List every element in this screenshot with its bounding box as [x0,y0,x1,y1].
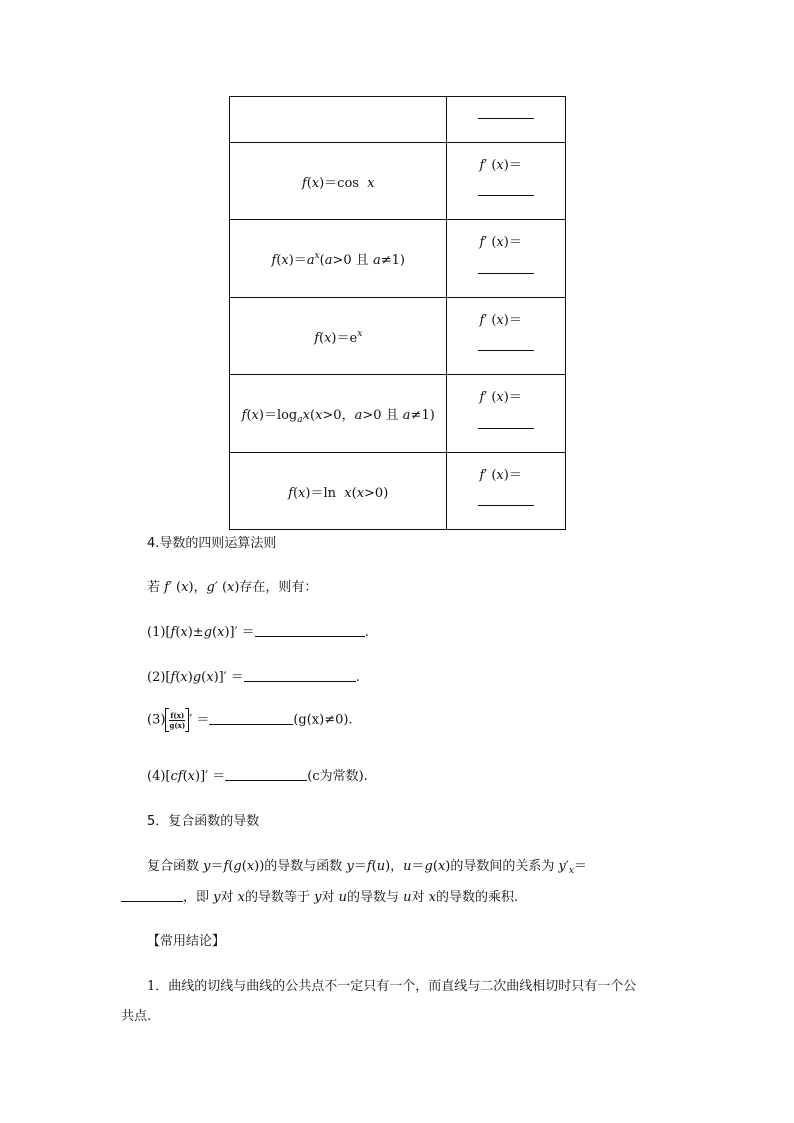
conclusion-1-line-1: 1．曲线的切线与曲线的公共点不一定只有一个，而直线与二次曲线相切时只有一个公 [147,979,637,994]
answer-blank [478,195,534,196]
fraction-denominator: g(x) [169,720,186,730]
period: . [355,670,360,685]
derivative-label: f′ (x)＝ [479,313,522,328]
derivative-label: f′ (x)＝ [479,390,522,405]
table-row [230,220,566,298]
derivative-label: f′ (x)＝ [479,235,522,250]
table-row [230,97,566,143]
answer-blank [255,624,365,637]
answer-blank [478,273,534,274]
function-formula: f(x)＝cos x [301,175,375,191]
answer-blank [478,505,534,506]
section-4-heading: 4.导数的四则运算法则 [147,536,277,551]
answer-blank [209,712,293,725]
conclusions-heading: 【常用结论】 [147,934,226,949]
table-row [230,298,566,375]
right-bracket [185,708,189,732]
function-cell [230,453,447,530]
table-row [230,453,566,530]
conclusion-1-line-2: 共点. [121,1009,152,1024]
rule-1: (1)[f(x)±g(x)]′ ＝ . [147,625,369,640]
fraction [169,711,185,730]
answer-blank [121,889,183,902]
section-5-line-1: 复合函数 y＝f(g(x))的导数与函数 y＝f(u)，u＝g(x)的导数间的关系为 $y'_x=$ [147,859,587,876]
function-cell [230,97,447,143]
period: . [364,625,369,640]
answer-blank [478,350,534,351]
derivative-cell [447,375,566,453]
derivative-cell [447,298,566,375]
function-formula: $f(x)=\log_ax(x>0$，a>0 且 a≠1) [241,408,435,425]
rule-3-condition: (g(x)≠0). [293,712,353,728]
answer-blank [244,669,356,682]
fraction-numerator: f(x) [170,710,185,720]
answer-blank [478,118,534,119]
rule-2: (2)[f(x)g(x)]′ ＝ . [147,670,360,685]
rule-4-condition: (c为常数). [307,769,368,784]
function-formula: f(x)＝ln x(x>0) [288,485,389,501]
function-cell [230,298,447,375]
answer-blank [225,768,307,781]
derivative-cell [447,220,566,298]
table-row [230,375,566,453]
answer-blank [478,428,534,429]
table-row [230,143,566,220]
section-4-intro: 若 f′ (x)，g′ (x)存在，则有： [147,580,318,595]
derivative-label: f′ (x)＝ [479,468,522,483]
derivative-cell [447,143,566,220]
function-formula: $f(x)=a^x(a>0$ 且 a≠1) [271,251,405,268]
derivative-cell [447,97,566,143]
derivative-label: f′ (x)＝ [479,158,522,173]
function-cell [230,375,447,453]
rule-4: (4)[cf(x)]′ ＝ (c为常数). [147,769,368,784]
derivative-cell [447,453,566,530]
rule-3: (3) $\frac{f(x)}{g(x)}$ ′ ＝ (g(x)≠0). [147,708,353,732]
derivative-table [229,96,566,530]
function-formula: $f(x)=e^x$ [314,328,363,346]
function-cell [230,220,447,298]
function-cell [230,143,447,220]
section-5-line-2: ，即 y对 x的导数等于 y对 u的导数与 u对 x的导数的乘积. [121,886,518,905]
section-5-heading: 5．复合函数的导数 [147,814,260,829]
